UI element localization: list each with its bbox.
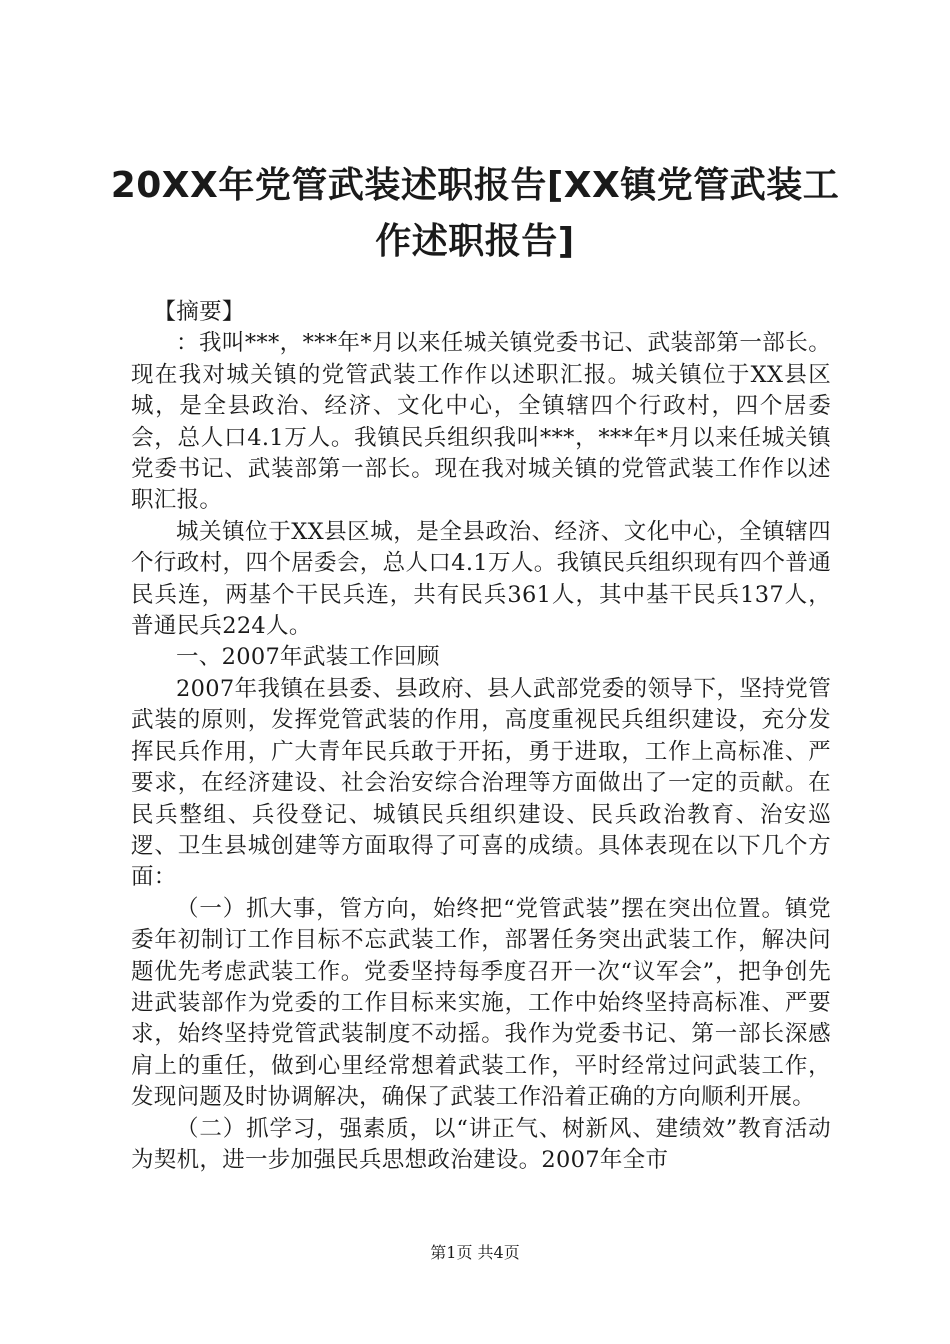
paragraph-1: ：我叫***，***年*月以来任城关镇党委书记、武装部第一部长。现在我对城关镇的党管武装工作作以述职汇报。城关镇位于XX县区城，是全县政治、经济、文化中心，全镇辖四个行政村，四个居委会，总人口4.1万人。我镇民兵组织我叫***，***年*月以来任城关镇党委书记、武装部第一部长。现在我对城关镇的党管武装工作作以述职汇报。 bbox=[131, 330, 831, 514]
page-footer: 第1页 共4页 bbox=[430, 1243, 520, 1262]
section-heading: 一、2007年武装工作回顾 bbox=[176, 644, 440, 671]
document-title: 20XX年党管武装述职报告[XX镇党管武装工作述职报告] bbox=[110, 165, 840, 262]
paragraph-2: 城关镇位于XX县区城，是全县政治、经济、文化中心，全镇辖四个行政村，四个居委会，总人口4.1万人。我镇民兵组织现有四个普通民兵连，两基个干民兵连，共有民兵361人，其中基干民兵137人，普通民兵224人。 bbox=[131, 518, 831, 640]
document-body bbox=[131, 297, 831, 1176]
paragraph-3: 2007年我镇在县委、县政府、县人武部党委的领导下，坚持党管武装的原则，发挥党管武装的作用，高度重视民兵组织建设，充分发挥民兵作用，广大青年民兵敢于开拓，勇于进取，工作上高标准、严要求，在经济建设、社会治安综合治理等方面做出了一定的贡献。在民兵整组、兵役登记、城镇民兵组织建设、民兵政治教育、治安巡逻、卫生县城创建等方面取得了可喜的成绩。具体表现在以下几个方面： bbox=[131, 675, 831, 891]
abstract-label: 【摘要】 bbox=[153, 299, 245, 325]
paragraph-4: （一）抓大事，管方向，始终把“党管武装”摆在突出位置。镇党委年初制订工作目标不忘武装工作，部署任务突出武装工作，解决问题优先考虑武装工作。党委坚持每季度召开一次“议军会”，把争创先进武装部作为党委的工作目标来实施，工作中始终坚持高标准、严要求，始终坚持党管武装制度不动摇。我作为党委书记、第一部长深感肩上的重任，做到心里经常想着武装工作，平时经常过问武装工作，发现问题及时协调解决，确保了武装工作沿着正确的方向顺利开展。 bbox=[131, 895, 831, 1111]
paragraph-5: （二）抓学习，强素质，以“讲正气、树新风、建绩效”教育活动为契机，进一步加强民兵思想政治建设。2007年全市 bbox=[131, 1115, 831, 1173]
